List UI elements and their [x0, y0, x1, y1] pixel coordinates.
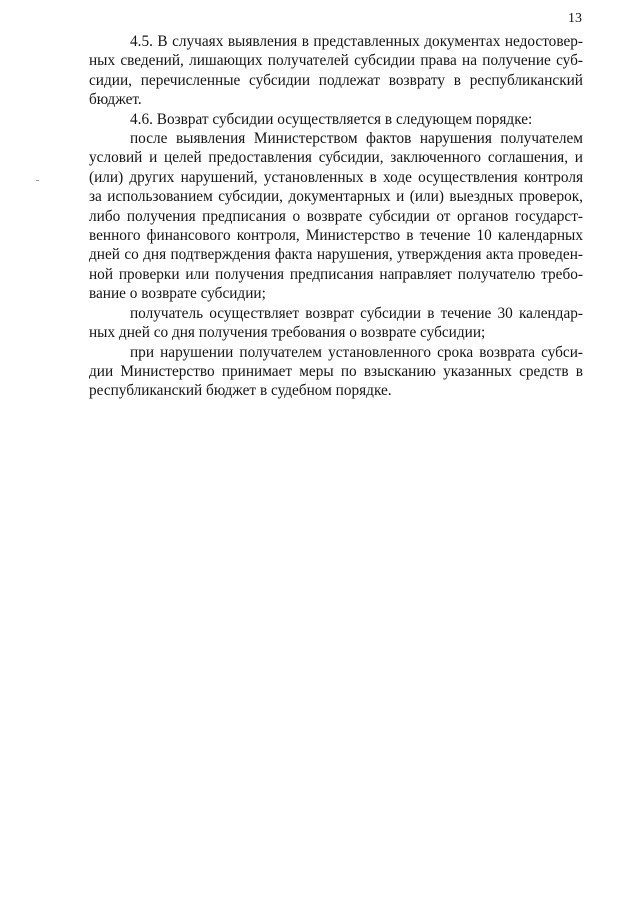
- scan-speck: [36, 180, 39, 181]
- text-line: ной проверки или получения предписания направляет получателю требо-: [89, 265, 583, 283]
- text-line: при нарушении получателем установленного срока возврата субси-: [130, 343, 583, 361]
- text-line: ных дней со дня получения требования о возврате субсидии;: [89, 324, 486, 342]
- text-line: вание о возврате субсидии;: [89, 285, 266, 303]
- text-line: после выявления Министерством фактов нарушения получателем: [130, 130, 583, 148]
- paragraph-4-5: [89, 32, 583, 110]
- text-line: получатель осуществляет возврат субсидии в течение 30 календар-: [130, 304, 583, 322]
- paragraph-4-6: [89, 110, 583, 129]
- text-line: 4.5. В случаях выявления в представленных документах недостовер-: [130, 33, 583, 50]
- text-line: сидии, перечисленные субсидии подлежат возврату в республиканский: [89, 71, 583, 89]
- text-line: республиканский бюджет в судебном порядке.: [89, 382, 392, 400]
- text-line: (или) других нарушений, установленных в ходе осуществления контроля: [89, 168, 583, 186]
- text-line: либо получения предписания о возврате субсидии от органов государст-: [89, 207, 583, 225]
- text-line: 4.6. Возврат субсидии осуществляется в следующем порядке:: [130, 110, 533, 128]
- text-line: дней со дня подтверждения факта нарушения, утверждения акта проведен-: [89, 246, 583, 264]
- page-number: 13: [568, 11, 582, 26]
- text-line: за использованием субсидии, документарных и (или) выездных проверок,: [89, 188, 583, 206]
- text-line: венного финансового контроля, Министерство в течение 10 календарных: [89, 227, 583, 245]
- text-line: условий и целей предоставления субсидии, заключенного соглашения, и: [89, 149, 583, 167]
- paragraph-violation-procedure: [89, 129, 583, 304]
- document-body: [89, 32, 583, 401]
- paragraph-enforcement: [89, 343, 583, 401]
- paragraph-return-deadline: [89, 304, 583, 343]
- text-line: бюджет.: [89, 91, 142, 109]
- text-line: ных сведений, лишающих получателей субсидии права на получение суб-: [89, 52, 583, 70]
- text-line: дии Министерство принимает меры по взысканию указанных средств в: [89, 362, 583, 380]
